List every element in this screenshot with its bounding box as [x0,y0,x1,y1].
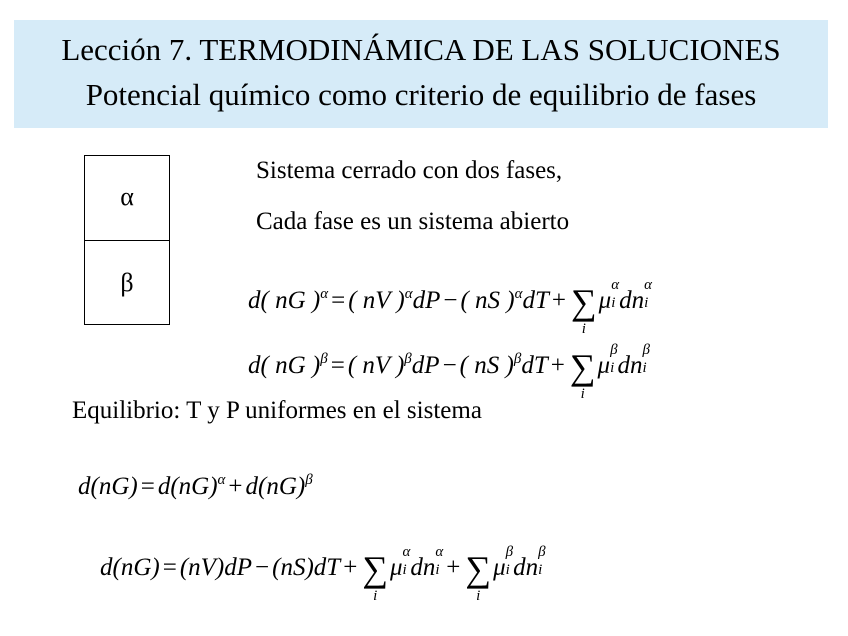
equation-total: d(nG) = d(nG)$^\alpha$ + d(nG)$^\beta$ [78,472,313,500]
phase-beta-label: β [120,268,134,297]
equilibrium-text: Equilibrio: T y P uniformes en el sistema [72,397,482,424]
sup: β [320,351,328,367]
sup: β [513,351,522,367]
sup: α [404,286,413,302]
open-phase-text: Cada fase es un sistema abierto [256,208,570,235]
sup: α [217,472,226,488]
sup: α [611,277,620,293]
sub: i [644,295,649,311]
sup: α [644,277,652,293]
sum-index: i [580,386,585,402]
sup: β [404,351,412,367]
summation-sign: ∑ i [569,347,596,402]
sub: i [435,562,440,578]
sub: i [538,562,543,578]
summation-sign: ∑ i [362,549,388,604]
sup: α [402,544,411,560]
sup: β [305,472,313,488]
equation-expanded: d(nG) = (nV)dP − (nS)dT + ∑ i μ α i dn α i + ∑ i μ β i dn β i [100,544,546,604]
sub: i [611,295,616,311]
sub: i [505,562,510,578]
title-banner [14,20,828,128]
phase-divider [85,240,169,241]
sum-index: i [373,588,378,604]
summation-sign: ∑ i [571,282,597,337]
summation-sign: ∑ i [465,549,492,604]
sum-index: i [476,588,481,604]
sup: β [505,544,514,560]
sub: i [610,360,615,376]
phase-diagram [84,155,170,325]
sup: α [435,544,444,560]
sum-index: i [581,321,586,337]
closed-system-text: Sistema cerrado con dos fases, [256,157,563,184]
sup: β [610,342,618,358]
sub: i [402,562,407,578]
equation-beta: d( nG )$^\beta$ = ( nV )$^\beta$dP − ( nS )$^\beta$dT + ∑ i μ β i dn β i [248,342,651,402]
sup: β [538,544,546,560]
slide-subtitle: Potencial químico como criterio de equilibrio de fases [85,77,757,112]
phase-alpha-label: α [120,182,134,211]
equation-alpha: d( nG )$^\alpha$ = ( nV )$^\alpha$dP − ( nS )$^\alpha$dT + ∑ i μ α i dn α i [248,277,652,337]
sup: α [514,286,523,302]
sup: α [320,286,329,302]
slide-title: Lección 7. TERMODINÁMICA DE LAS SOLUCIONES [61,32,781,67]
sup: β [642,342,651,358]
sub: i [642,360,647,376]
